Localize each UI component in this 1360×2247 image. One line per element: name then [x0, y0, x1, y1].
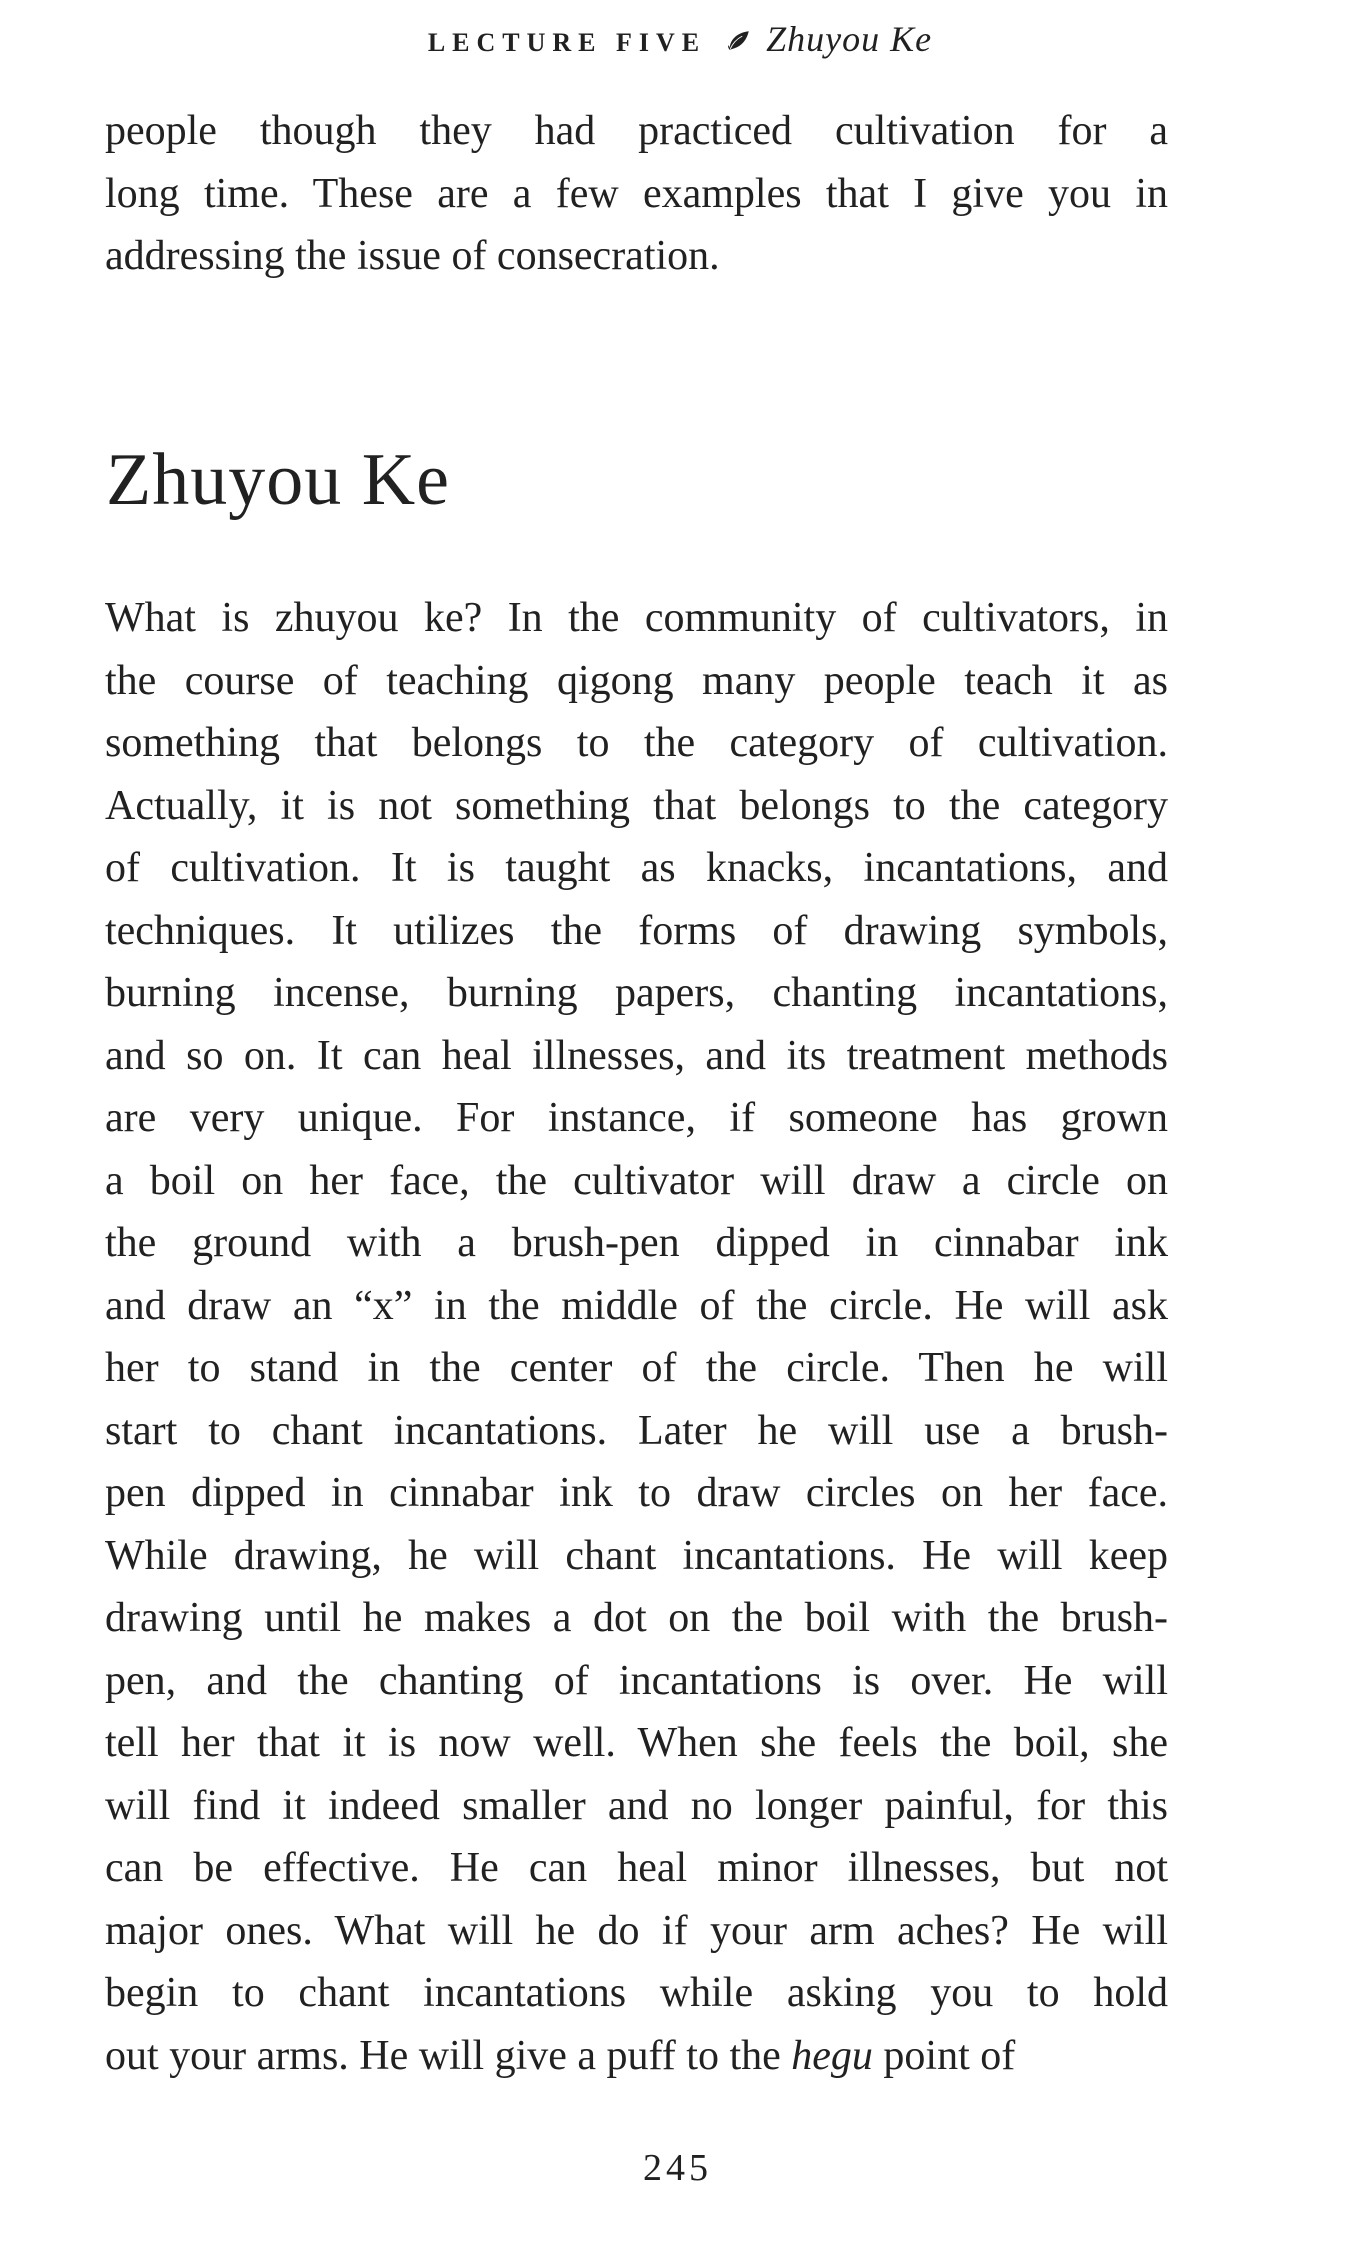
text-line: are very unique. For instance, if someone has grown — [105, 1095, 1168, 1141]
text-line: pen dipped in cinnabar ink to draw circles on her face. — [105, 1470, 1168, 1516]
running-head-chapter-title: Zhuyou Ke — [766, 19, 933, 59]
text-line: the course of teaching qigong many people teach it as — [105, 657, 1168, 704]
fleuron-leaf-icon — [726, 28, 752, 59]
text-line: start to chant incantations. Later he will use a brush- — [105, 1407, 1168, 1454]
text-line: major ones. What will he do if your arm aches? He will — [105, 1907, 1168, 1954]
text-line: long time. These are a few examples that I give you in — [105, 170, 1168, 217]
text-line: pen, and the chanting of incantations is over. He will — [105, 1657, 1168, 1704]
paragraph-body — [105, 587, 1168, 2087]
text-line: addressing the issue of consecration. — [105, 233, 720, 279]
text-line: something that belongs to the category of cultivation. — [105, 720, 1168, 766]
text-line: the ground with a brush-pen dipped in cinnabar ink — [105, 1220, 1168, 1266]
text-line: tell her that it is now well. When she feels the boil, she — [105, 1720, 1168, 1766]
page-number: 245 — [643, 2147, 712, 2189]
paragraph-continuation — [105, 100, 1168, 288]
text-line: people though they had practiced cultivation for a — [105, 108, 1168, 154]
text-line: techniques. It utilizes the forms of drawing symbols, — [105, 907, 1168, 954]
running-head — [0, 18, 1360, 60]
text-line: and draw an “x” in the middle of the circle. He will ask — [105, 1282, 1168, 1329]
section-heading: Zhuyou Ke — [106, 439, 450, 521]
text-line: While drawing, he will chant incantations. He will keep — [105, 1532, 1168, 1579]
text-line: burning incense, burning papers, chanting incantations, — [105, 970, 1168, 1016]
text-line: drawing until he makes a dot on the boil with the brush- — [105, 1595, 1168, 1641]
running-head-section: LECTURE FIVE — [427, 28, 707, 57]
text-line: begin to chant incantations while asking you to hold — [105, 1970, 1168, 2016]
text-line: can be effective. He can heal minor illnesses, but not — [105, 1845, 1168, 1891]
text-line: and so on. It can heal illnesses, and its treatment methods — [105, 1032, 1168, 1079]
text-line: of cultivation. It is taught as knacks, incantations, and — [105, 845, 1168, 891]
text-line: out your arms. He will give a puff to the hegu point of — [105, 2032, 1016, 2079]
text-line: Actually, it is not something that belongs to the category — [105, 782, 1168, 829]
text-line: her to stand in the center of the circle. Then he will — [105, 1345, 1168, 1391]
text-line: What is zhuyou ke? In the community of cultivators, in — [105, 595, 1168, 641]
text-line: a boil on her face, the cultivator will draw a circle on — [105, 1157, 1168, 1204]
text-line: will find it indeed smaller and no longer painful, for this — [105, 1782, 1168, 1829]
